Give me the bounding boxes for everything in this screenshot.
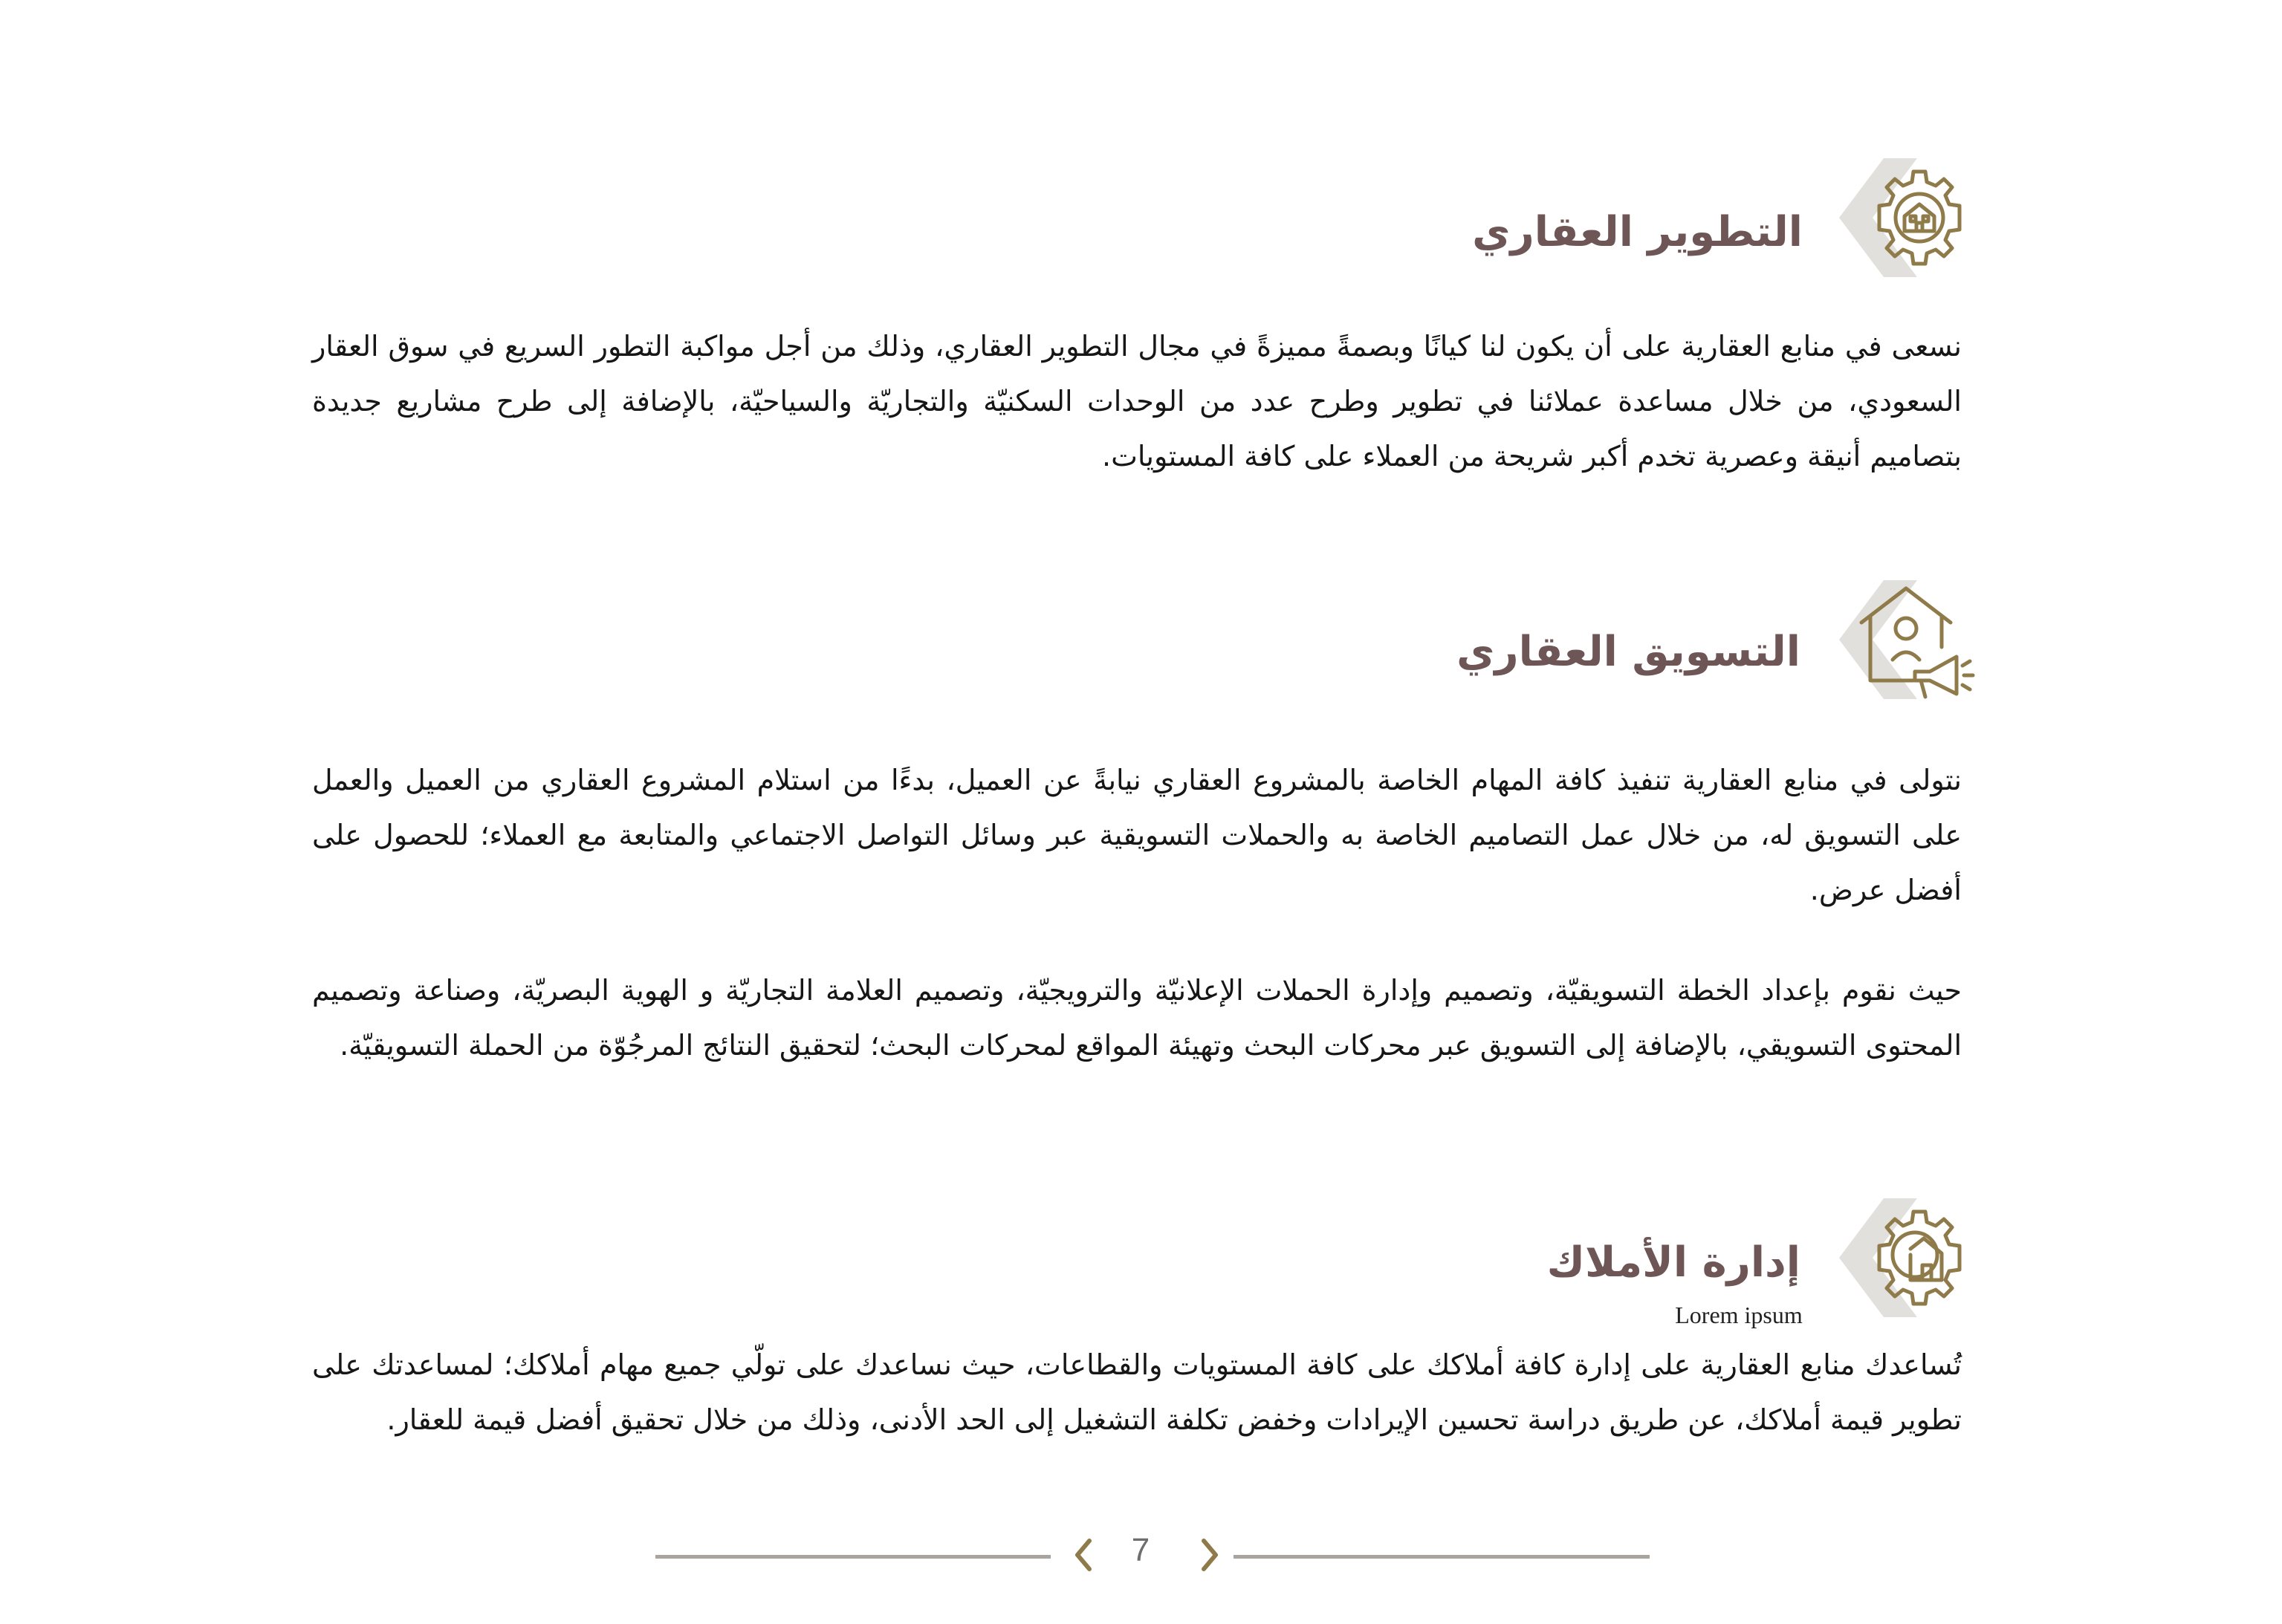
- gear-building-icon: [1832, 155, 1988, 281]
- section-paragraph: نتولى في منابع العقارية تنفيذ كافة المهام الخاصة بالمشروع العقاري نيابةً عن العميل، بدءًا من استلام المشروع العقاري من العميل والعمل على التسويق له، من خلال عمل التصاميم الخاصة به والحملات التسويقية عبر وسائل التواصل الاجتماعي والمتابعة مع العملاء؛ للحصول على أفضل عرض.: [312, 764, 1962, 906]
- section-title: التسويق العقاري: [1456, 628, 1800, 676]
- section-paragraph: تُساعدك منابع العقارية على إدارة كافة أملاكك على كافة المستويات والقطاعات، حيث نساعدك على تولّي جميع مهام أملاكك؛ لمساعدتك على تطوير قيمة أملاكك، عن طريق دراسة تحسين الإيرادات وخفض تكلفة التشغيل إلى الحد الأدنى، وذلك من خلال تحقيق أفضل قيمة للعقار.: [312, 1348, 1962, 1436]
- section-paragraph: نسعى في منابع العقارية على أن يكون لنا كيانًا وبصمةً مميزةً في مجال التطوير العقاري، وذلك من أجل مواكبة التطور السريع في سوق العقار السعودي، من خلال مساعدة عملائنا في تطوير وطرح عدد من الوحدات السكنيّة والتجاريّة والسياحيّة، بالإضافة إلى طرح مشاريع جديدة بتصاميم أنيقة وعصرية تخدم أكبر شريحة من العملاء على كافة المستويات.: [312, 330, 1962, 472]
- section-paragraph: حيث نقوم بإعداد الخطة التسويقيّة، وتصميم وإدارة الحملات الإعلانيّة والترويجيّة، وتصميم العلامة التجاريّة و الهوية البصريّة، وصناعة وتصميم المحتوى التسويقي، بالإضافة إلى التسويق عبر محركات البحث وتهيئة المواقع لمحركات البحث؛ لتحقيق النتائج المرجُوّة من الحملة التسويقيّة.: [312, 974, 1962, 1062]
- house-megaphone-icon: [1832, 576, 1988, 703]
- icon-caption: Lorem ipsum: [1675, 1302, 1803, 1328]
- page-number: 7: [1131, 1532, 1150, 1568]
- chevron-left-icon[interactable]: [1069, 1536, 1098, 1573]
- section-title: إدارة الأملاك: [1546, 1238, 1800, 1287]
- gear-house-search-icon: [1832, 1195, 1988, 1321]
- section-title: التطوير العقاري: [1472, 208, 1803, 256]
- footer-line-right: [1234, 1555, 1650, 1559]
- footer-line-left: [655, 1555, 1051, 1559]
- chevron-right-icon[interactable]: [1195, 1536, 1225, 1573]
